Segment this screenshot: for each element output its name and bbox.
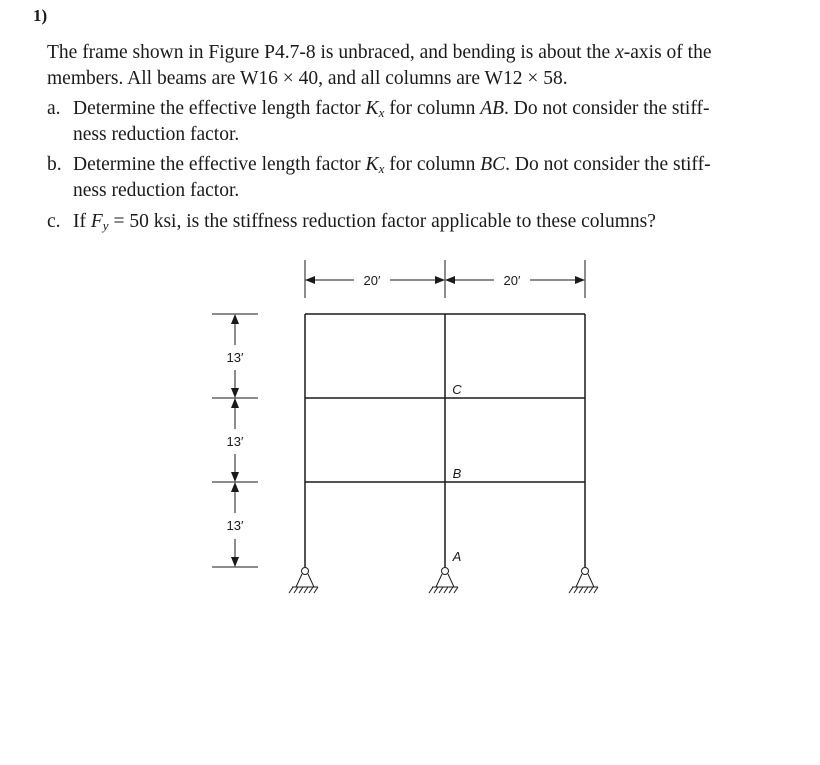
part-b-k: K: [365, 154, 379, 175]
part-a-column: AB: [480, 98, 505, 119]
part-c-pre: If: [73, 211, 91, 232]
pin-support-middle: [429, 568, 458, 594]
intro-line-2: members. All beams are W16 × 40, and all columns are W12 × 58.: [47, 68, 568, 89]
part-a-sub: x: [378, 105, 385, 120]
part-a-post: for column: [384, 98, 481, 119]
part-b-sub: x: [378, 161, 385, 176]
part-b-continuation: ness reduction factor.: [73, 180, 240, 201]
intro-var-x: x: [615, 42, 624, 63]
intro-text-1b: -axis of the: [623, 42, 712, 63]
node-label-a: A: [452, 549, 462, 564]
part-a-end: . Do not consider the stiff-: [504, 98, 710, 119]
node-label-c: C: [452, 382, 462, 397]
bay-dim-label-2: 20′: [503, 273, 521, 288]
part-b-column: BC: [480, 154, 506, 175]
bay-dim-label-1: 20′: [363, 273, 381, 288]
part-b-label: b.: [47, 154, 62, 175]
question-number: 1): [33, 6, 48, 25]
pin-support-right: [569, 568, 598, 594]
bay-dimensions: [305, 260, 585, 298]
story-dim-label-3: 13′: [226, 518, 244, 533]
part-a-k: K: [365, 98, 379, 119]
part-c-f: F: [90, 211, 103, 232]
frame-members: [305, 314, 585, 567]
intro-text-1a: The frame shown in Figure P4.7-8 is unbraced, and bending is about the: [47, 42, 616, 63]
story-dim-label-1: 13′: [226, 350, 244, 365]
node-label-b: B: [452, 466, 462, 481]
part-a-continuation: ness reduction factor.: [73, 124, 240, 145]
pin-support-left: [289, 568, 318, 594]
part-b-post: for column: [384, 154, 481, 175]
part-a-label: a.: [47, 98, 61, 119]
part-c-post: = 50 ksi, is the stiffness reduction factor applicable to these columns?: [108, 211, 656, 232]
part-b-pre: Determine the effective length factor: [73, 154, 366, 175]
story-dim-label-2: 13′: [226, 434, 244, 449]
part-b-end: . Do not consider the stiff-: [505, 154, 711, 175]
part-c-label: c.: [47, 211, 61, 232]
part-c-sub: y: [102, 218, 109, 233]
part-a-pre: Determine the effective length factor: [73, 98, 366, 119]
